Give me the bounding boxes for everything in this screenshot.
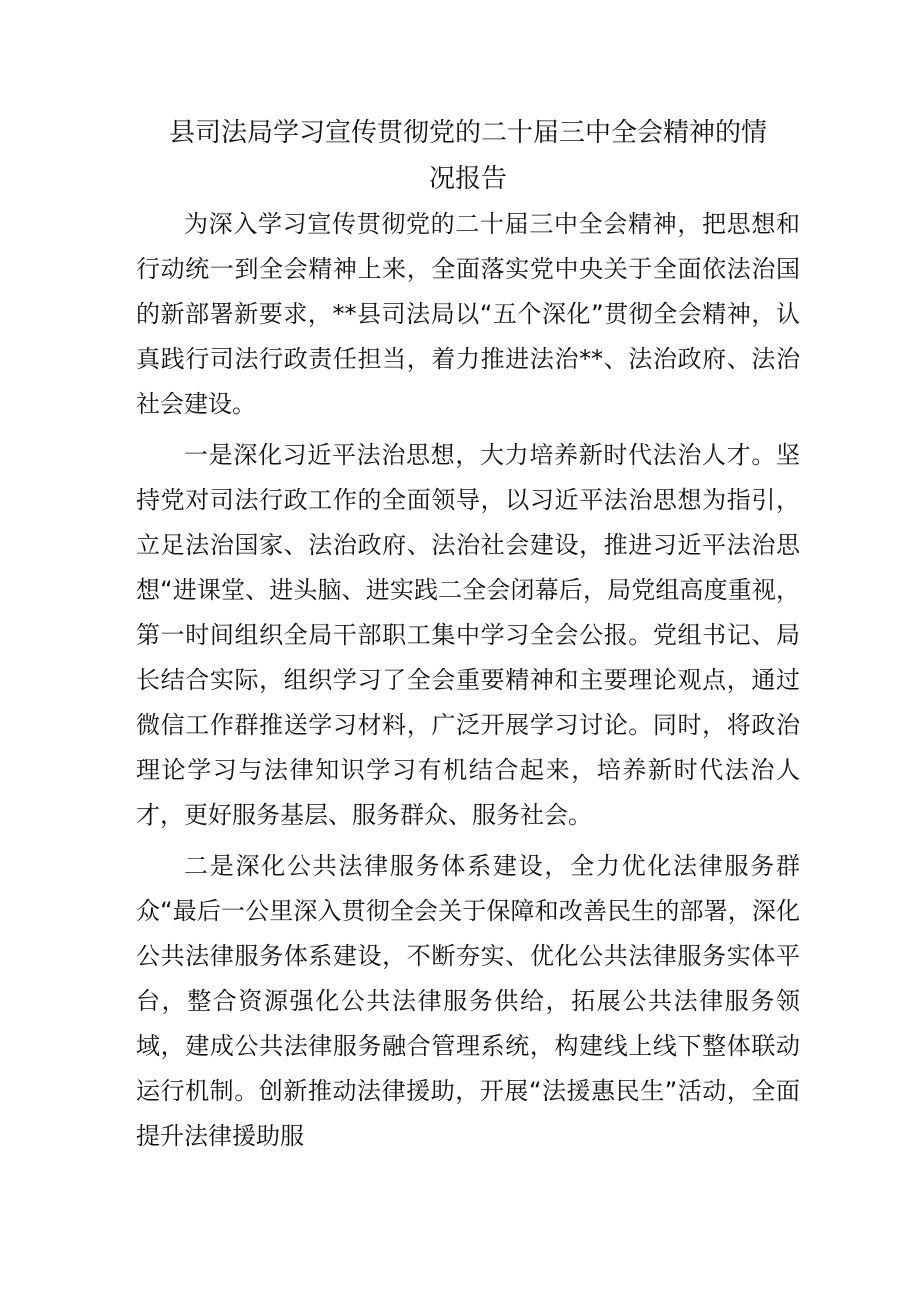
title-line-2: 况报告: [428, 164, 507, 194]
paragraph-intro: 为深入学习宣传贯彻党的二十届三中全会精神，把思想和行动统一到全会精神上来，全面落实党中央关于全面依法治国的新部署新要求，**县司法局以“五个深化”贯彻全会精神，认真践行司法行政责任担当，着力推进法治**、法治政府、法治社会建设。: [136, 210, 800, 418]
paragraph-one: 一是深化习近平法治思想，大力培养新时代法治人才。坚持党对司法行政工作的全面领导，以习近平法治思想为指引，立足法治国家、法治政府、法治社会建设，推进习近平法治思想“进课堂、进头脑、进实践二全会闭幕后，局党组高度重视，第一时间组织全局干部职工集中学习全会公报。党组书记、局长结合实际，组织学习了全会重要精神和主要理论观点，通过微信工作群推送学习材料，广泛开展学习讨论。同时，将政治理论学习与法律知识学习有机结合起来，培养新时代法治人才，更好服务基层、服务群众、服务社会。: [136, 441, 800, 829]
title-line-1: 县司法局学习宣传贯彻党的二十届三中全会精神的情: [168, 118, 767, 148]
document-body: [136, 110, 800, 1159]
document-title: [136, 110, 800, 202]
paragraph-two: 二是深化公共法律服务体系建设，全力优化法律服务群众“最后一公里深入贯彻全会关于保障和改善民生的部署，深化公共法律服务体系建设，不断夯实、优化公共法律服务实体平台，整合资源强化公共法律服务供给，拓展公共法律服务领域，建成公共法律服务融合管理系统，构建线上线下整体联动运行机制。创新推动法律援助，开展“法援惠民生”活动，全面提升法律援助服: [136, 852, 800, 1150]
